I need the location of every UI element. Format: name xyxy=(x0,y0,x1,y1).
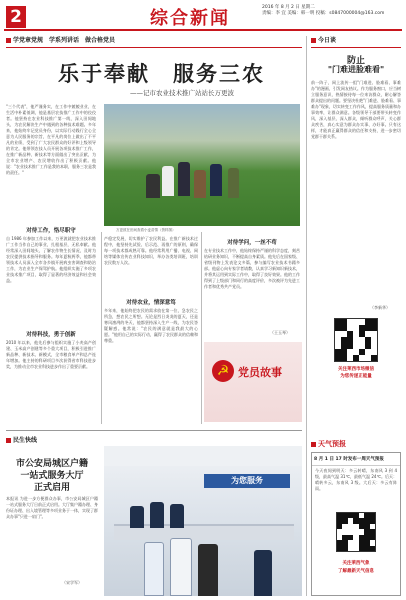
main-subtitle: ——记市农业技术推广站站长万更波 xyxy=(130,89,234,97)
square-icon xyxy=(311,38,316,43)
party-emblem-icon: ☭ xyxy=(212,360,234,382)
qr-cell xyxy=(370,546,375,551)
qr1-caption1: 关注莱西市场微信 xyxy=(338,367,374,372)
left-bottom-tag: 民生快线 xyxy=(6,436,37,445)
section-title: 综合新闻 xyxy=(150,8,230,29)
person-figure xyxy=(162,166,174,196)
left-section-tag: 学党章党规 学系列讲话 做合格党员 xyxy=(6,36,115,45)
square-icon xyxy=(6,438,11,443)
person-figure xyxy=(146,174,160,198)
person-figure xyxy=(178,162,190,196)
header-date: 2016 年 8 月 2 日 星期二 xyxy=(262,5,315,10)
header-rule xyxy=(4,29,402,31)
person-figure xyxy=(194,170,206,198)
person-figure xyxy=(198,544,218,596)
ceiling xyxy=(104,446,302,466)
party-story-label: 党员故事 xyxy=(238,366,282,379)
square-icon xyxy=(6,38,11,43)
service-sign: 为您服务 xyxy=(204,474,290,488)
col3-heading: 对待学问，一丝不苟 xyxy=(227,240,277,246)
col1-heading: 对待工作，恪尽职守 xyxy=(26,228,76,234)
col1-heading2: 对待科技，勇于创新 xyxy=(26,332,76,338)
weather-text: 今天夜间到明天：多云转晴，东南风 3 到 4 级，最高气温 31℃，最低气温 24℃。后天：晴转多云，东南风 3 级。大后天：多云有阵雨。 xyxy=(315,468,397,491)
person-figure xyxy=(150,502,164,528)
person-figure xyxy=(144,542,164,596)
weather-qr-code xyxy=(336,512,376,552)
commentary-title-line1: 防止 xyxy=(346,56,365,66)
person-figure xyxy=(228,168,239,198)
qr2-caption1: 关注莱西气象 xyxy=(342,561,370,566)
col1-text2: 2010 年以来，他先后参与组织实施了小麦高产创建、玉米高产创建等多个重大项目，积极引进推广新品种、新技术、新模式，全市粮食单产和总产连年增加。他主持的科研项目多次获得省市科技进步奖，为推动全市农业科技进步作出了重要贡献。 xyxy=(6,340,96,369)
weather-header: 8 月 1 日 17 时发布一周天气预报 xyxy=(312,453,400,466)
party-story-banner xyxy=(204,342,302,422)
bottom-author: （宋学军） xyxy=(62,580,82,585)
wechat-qr-code xyxy=(334,318,378,362)
commentary-title-line2: "门难进脸难看" xyxy=(327,64,385,74)
commentary-text: 前一阵子，网上流传一组"门难进、脸难看、事难办"的漫画，引发网友热议。作为服务窗口，应当树立服务意识，热情接待每一位来访群众，耐心解答群众提出的问题。要坚决杜绝"门难进、脸难看、事难办"现象，切实转变工作作风，提高服务质量和办事效率，让群众满意。各级领导干部要带头转变作风，深入基层、深入群众，倾听群众呼声，关心群众疾苦，真心实意为群众办实事、办好事。只有这样，才能真正赢得群众的信任和支持，进一步密切党群干群关系。 xyxy=(311,80,401,139)
column-divider xyxy=(201,232,202,424)
field-photo xyxy=(104,104,300,226)
column-divider xyxy=(101,232,102,424)
main-headline: 乐于奉献 服务三农 xyxy=(58,61,265,86)
service-hall-photo xyxy=(104,446,302,596)
col2-text: 产稳定发展，切实维护了农民利益。在推广新技术过程中，他坚持先试验、后示范、再推广的原则，确保每一项技术都成熟可靠。他经常利用广播、电视、网络等媒体宣传农业科技知识，举办各类培训班，培训农民数万人次。 xyxy=(104,236,198,265)
main-intro: "三个代表"，他严谨务实，在工作中兢兢业业，在生活中朴素低调，他是基层农技推广工作中的佼佼者。他坚持在农业科技推广第一线，深入田间地头，为农民解决生产中遇到的各种技术难题。多年来，他始终牢记党员身份，以实际行动践行全心全意为人民服务的宗旨，在平凡的岗位上做出了不平凡的业绩，受到了广大农民群众的好评和上级领导的肯定。他带领农技人员开展各项技术推广工作，在推广新品种、新技术等方面做出了突出贡献，为全市农业增产、农民增收作出了积极贡献。他说："农业技术推广工作是我的本职，服务三农是我的责任。" xyxy=(6,104,96,175)
qr2-caption2: 了解最新天气信息 xyxy=(338,569,374,574)
bottom-headline-line2: 一站式服务大厅 xyxy=(20,471,84,481)
col2-text2: 多年来，他始终把农民的需求放在第一位，急农民之所急，想农民之所想。无论是烈日炎炎的夏天，还是寒风凛冽的冬天，他都坚持深入生产一线，为农民答疑解惑。他常说："农民的满意就是我最大的心愿。"他用自己的实际行动，赢得了农民群众的信赖和尊重。 xyxy=(104,308,198,343)
bottom-text: 本报讯 为进一步方便群众办事，市公安局城区户籍一站式服务大厅日前正式启用。大厅集户籍办理、身份证办理、出入境管理等多项业务于一体，实现了群众办事"只进一扇门"。 xyxy=(6,496,98,519)
col2-heading: 对待农业，情深意笃 xyxy=(126,300,176,306)
col1-text: 自 1986 年参加工作以来，万更波就把农业技术推广工作当作自己的事业，扎根基层，无私奉献。他经常深入田间地头，了解农作物生长情况，及时为农民提供技术指导和服务。每年夏秋两季，他都带领技术人员深入全市各乡镇开展病虫害调查和防治工作，为农业生产保驾护航。他组织实施了多项农业技术推广项目，取得了显著的经济效益和社会效益。 xyxy=(6,236,96,283)
header-info xyxy=(262,5,384,17)
person-figure xyxy=(170,504,184,528)
section-rule xyxy=(311,47,401,48)
square-icon xyxy=(311,442,316,447)
person-figure xyxy=(170,538,192,596)
person-figure xyxy=(254,550,272,596)
section-rule xyxy=(6,47,302,48)
commentary-author: （李新华） xyxy=(370,305,390,310)
page-number: 2 xyxy=(6,6,26,28)
person-figure xyxy=(210,164,222,196)
bottom-headline-line3: 正式启用 xyxy=(33,483,70,493)
qr-cell xyxy=(371,355,377,361)
right-section-tag: 今日谈 xyxy=(311,36,336,45)
bottom-headline-line1: 市公安局城区户籍 xyxy=(15,459,88,469)
qr1-caption2: 为您传递正能量 xyxy=(340,374,372,379)
header-editors: 责编：李 宜 美编：韩一明 投稿：s0847000004@163.com xyxy=(262,11,385,16)
col3-text: 在专业技术工作中，他始终保持严谨的科学态度，刻苦钻研业务知识，不断提高自身素质。他先后在国家级、省级刊物上发表论文多篇，参与编写农业技术书籍多部。他虚心向专家学者请教，认真学习新知识新技术，并将其运用到实际工作中，取得了良好效果。他的工作得到了上级部门和同行的高度评价，多次被评为先进工作者和优秀共产党员。 xyxy=(204,248,300,289)
section-divider xyxy=(6,430,302,431)
photo-caption: 万更波在田间查看小麦苗情（资料图） xyxy=(116,228,176,232)
col3-author: （王玉琴） xyxy=(270,330,290,335)
person-figure xyxy=(130,506,144,528)
main-column-divider xyxy=(306,36,307,596)
weather-tag: 天气预报 xyxy=(311,440,346,449)
